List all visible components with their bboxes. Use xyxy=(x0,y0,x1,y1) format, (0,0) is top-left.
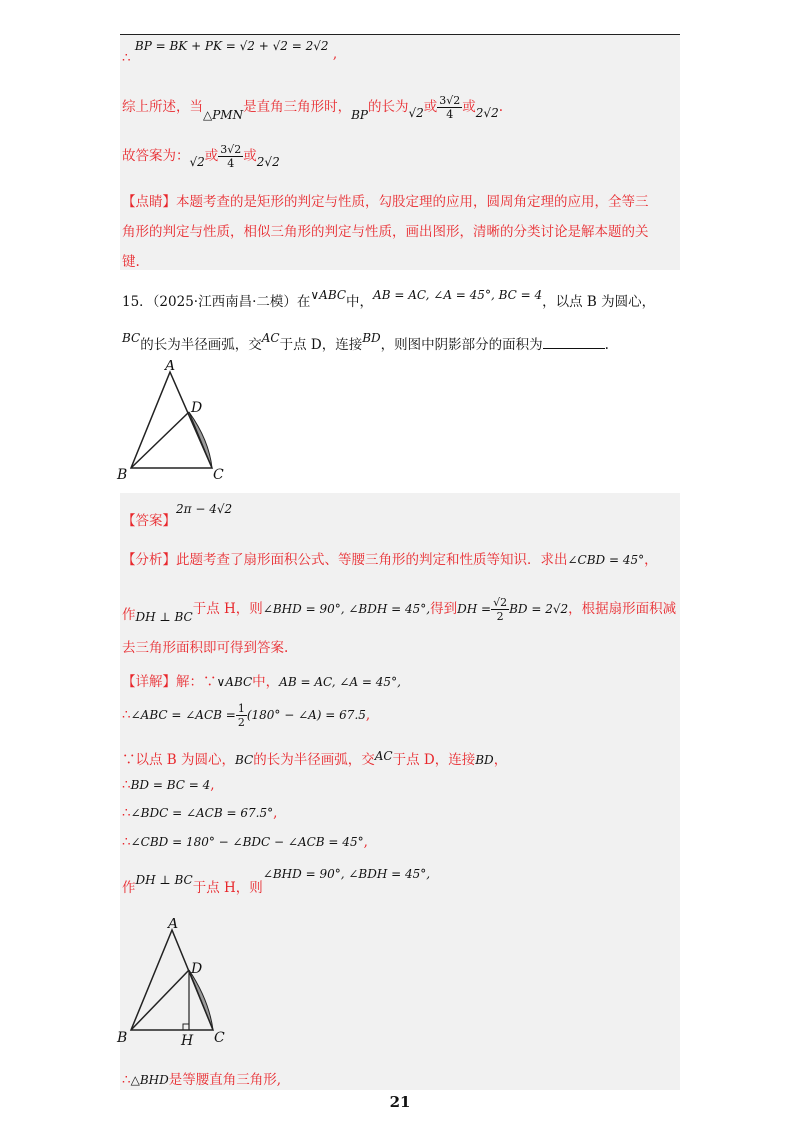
math-ac: AC xyxy=(261,331,280,345)
label-c: C xyxy=(213,467,224,483)
label-c: C xyxy=(214,1030,225,1046)
comma: ， xyxy=(493,752,508,768)
therefore-mark: ∴ xyxy=(122,50,131,66)
comma: , xyxy=(363,834,368,850)
question-number-source: 15．（2025·江西南昌·二模）在 xyxy=(122,294,311,310)
page-number: 21 xyxy=(389,1093,411,1111)
label-b: B xyxy=(117,1030,128,1046)
math-bhd: △BHD xyxy=(130,1073,169,1087)
therefore-mark: ∴ xyxy=(122,834,131,850)
math-bp-2: BP xyxy=(351,108,368,122)
math-bd: BD xyxy=(362,331,381,345)
because-text: ∵以点 B 为圆心， xyxy=(122,752,236,768)
triangle-abc xyxy=(131,372,212,468)
figure-triangle-1 xyxy=(115,360,235,485)
val-2root2: 2√2 xyxy=(475,106,499,120)
sector-text: ，根据扇形面积减 xyxy=(568,601,677,617)
analysis-line-1 xyxy=(122,548,658,568)
math-dh-eq: DH = xyxy=(457,602,492,616)
label-a: A xyxy=(168,918,179,932)
triangle-abc xyxy=(131,930,213,1030)
fraction-root2-2: $\frac{√2}{2}$ xyxy=(493,596,508,623)
q-text-radius: 的长为半径画弧，交 xyxy=(140,337,262,353)
label-h: H xyxy=(181,1033,194,1048)
or-1: 或 xyxy=(423,99,438,115)
period: . xyxy=(604,337,609,353)
math-conditions: AB = AC, ∠A = 45°, BC = 4 xyxy=(373,288,543,302)
math-bd: BD xyxy=(475,753,494,767)
label-d: D xyxy=(191,961,203,977)
math-675: (180° − ∠A) = 67.5 xyxy=(246,708,366,722)
zhong: 中， xyxy=(252,674,280,690)
comment-line-1: 【点睛】本题考查的是矩形的判定与性质，勾股定理的应用，圆周角定理的应用，全等三 xyxy=(122,194,649,210)
fraction-3root2-4: $\frac{3√2}{4}$ xyxy=(220,143,242,170)
point-h-text: 于点 H，则 xyxy=(192,601,263,617)
line-summary xyxy=(122,94,503,121)
math-ac: AC xyxy=(374,749,393,763)
comma: , xyxy=(210,777,215,793)
val-root2: √2 xyxy=(189,155,205,169)
comment-line-3: 键. xyxy=(122,254,140,270)
summary-text-3: 的长为 xyxy=(368,99,409,115)
comment-line-2: 角形的判定与性质，相似三角形的判定与性质，画出图形，清晰的分类讨论是解本题的关 xyxy=(122,224,649,240)
answer-is-text: 故答案为： xyxy=(122,148,190,164)
point-h-text: 于点 H，则 xyxy=(192,880,263,896)
line-answer-is xyxy=(122,143,280,170)
answer-blank[interactable] xyxy=(543,348,605,349)
comma: ， xyxy=(644,552,658,568)
math-angles: ∠BHD = 90°, ∠BDH = 45°, xyxy=(262,867,431,881)
line-bp-result xyxy=(122,38,338,66)
question-15-line-1 xyxy=(122,290,655,310)
math-triangle-abc: ∨ABC xyxy=(310,288,347,302)
therefore-mark: ∴ xyxy=(122,1072,131,1088)
label-a: A xyxy=(165,360,176,374)
point-d-text: 于点 D，连接 xyxy=(392,752,476,768)
isosceles-text: 是等腰直角三角形, xyxy=(168,1072,282,1088)
analysis-line-3: 去三角形面积即可得到答案. xyxy=(122,640,289,656)
solution-line-5 xyxy=(122,805,277,821)
math-cbd: ∠CBD = 45° xyxy=(567,553,645,567)
therefore-mark: ∴ xyxy=(122,707,131,723)
segment-bd xyxy=(131,970,189,1030)
math-bdc: ∠BDC = ∠ACB = 67.5° xyxy=(130,806,274,820)
math-angles: ∠BHD = 90°, ∠BDH = 45°, xyxy=(262,602,431,616)
math-dh-perp-bc: DH ⊥ BC xyxy=(135,873,193,887)
math-abc-acb: ∠ABC = ∠ACB = xyxy=(130,708,236,722)
or-1: 或 xyxy=(204,148,219,164)
fraction-half: $\frac{1}{2}$ xyxy=(237,702,245,729)
period: . xyxy=(498,99,504,115)
or-2: 或 xyxy=(243,148,257,164)
zuo: 作 xyxy=(122,607,136,623)
summary-text-1: 综上所述，当 xyxy=(122,99,203,115)
solution-line-8 xyxy=(122,1068,281,1088)
label-d: D xyxy=(191,400,203,416)
math-dh-perp-bc: DH ⊥ BC xyxy=(135,610,193,624)
detail-label: 【详解】解：∵ xyxy=(122,674,217,690)
math-bp: BP = BK + PK = √2 + √2 = 2√2 xyxy=(134,39,329,53)
radius-text: 的长为半径画弧，交 xyxy=(253,752,375,768)
segment-bd xyxy=(131,412,189,468)
right-angle-mark xyxy=(183,1024,189,1030)
val-2root2: 2√2 xyxy=(256,155,280,169)
solution-line-4 xyxy=(122,777,215,793)
analysis-text: 【分析】此题考查了扇形面积公式、等腰三角形的判定和性质等知识．求出 xyxy=(122,552,568,568)
label-b: B xyxy=(117,467,128,483)
math-pmn: △PMN xyxy=(203,108,244,122)
q-text-center: ，以点 B 为圆心， xyxy=(542,294,656,310)
q-text-zhong: 中， xyxy=(346,294,374,310)
math-bc: BC xyxy=(122,331,141,345)
comma: , xyxy=(273,805,278,821)
math-bd-bc: BD = BC = 4 xyxy=(130,778,211,792)
solution-line-1 xyxy=(122,670,401,690)
or-2: 或 xyxy=(462,99,476,115)
math-triangle-abc: ∨ABC xyxy=(216,675,253,689)
fraction-3root2-4: $\frac{3√2}{4}$ xyxy=(439,94,461,121)
math-conditions: AB = AC, ∠A = 45°, xyxy=(279,675,401,689)
math-bd-eq: BD = 2√2 xyxy=(509,602,569,616)
q-text-area: ，则图中阴影部分的面积为 xyxy=(380,337,543,353)
question-15-line-2 xyxy=(122,333,609,353)
q-text-point-d: 于点 D，连接 xyxy=(279,337,363,353)
comma: , xyxy=(365,707,371,723)
summary-text-2: 是直角三角形时， xyxy=(243,99,352,115)
comma: , xyxy=(332,46,338,62)
solution-line-6 xyxy=(122,834,368,850)
figure-triangle-2 xyxy=(115,918,235,1048)
solution-line-7 xyxy=(122,867,431,896)
math-cbd: ∠CBD = 180° − ∠BDC − ∠ACB = 45° xyxy=(130,835,364,849)
therefore-mark: ∴ xyxy=(122,777,131,793)
answer-label: 【答案】 xyxy=(122,513,176,529)
solution-line-2 xyxy=(122,702,370,729)
analysis-line-2 xyxy=(122,596,676,623)
therefore-mark: ∴ xyxy=(122,805,131,821)
math-bc: BC xyxy=(235,753,254,767)
answer-value: 2π − 4√2 xyxy=(176,502,233,516)
get-text: 得到 xyxy=(430,601,458,617)
answer-line xyxy=(122,502,233,529)
val-root2: √2 xyxy=(408,106,424,120)
zuo: 作 xyxy=(122,880,136,896)
solution-line-3 xyxy=(122,748,507,768)
